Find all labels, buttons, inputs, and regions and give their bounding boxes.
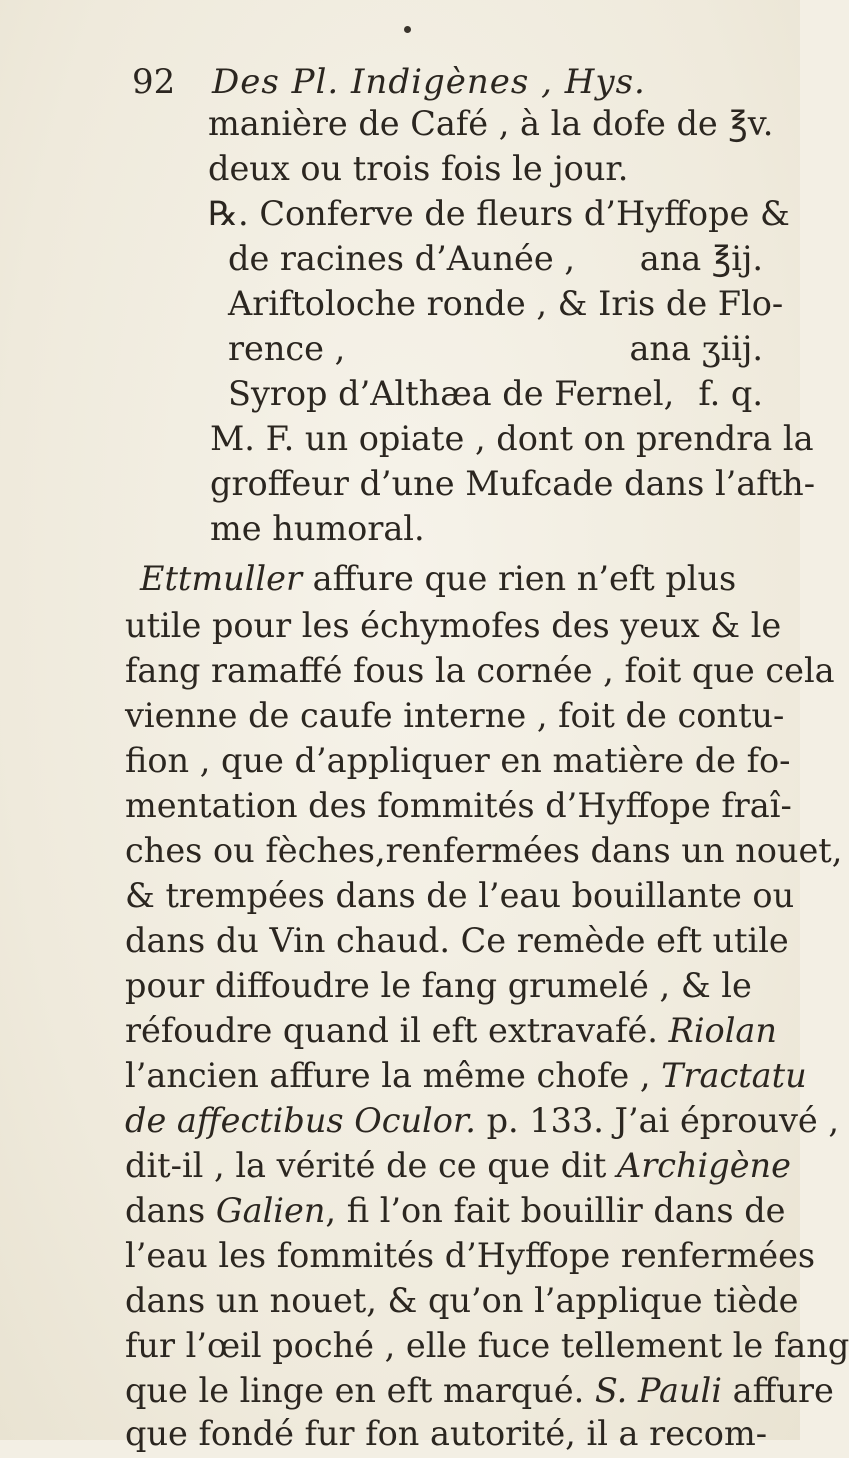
text-line: fang ramaffé fous la cornée , foit que cela: [125, 651, 835, 690]
text-line: que fondé fur fon autorité, il a recom-: [125, 1414, 768, 1453]
text-line: Ariftoloche ronde , & Iris de Flo-: [228, 284, 784, 323]
text-line: que le linge en eft marqué. S. Pauli affure: [125, 1371, 834, 1410]
amount-sq: f. q.: [698, 374, 763, 413]
text-line: mentation des fommités d’Hyffope fraî-: [125, 786, 792, 825]
text-line: dit-il , la vérité de ce que dit Archigène: [125, 1146, 791, 1185]
text-line: ches ou fèches,renfermées dans un nouet,: [125, 831, 843, 870]
text-line: & trempées dans de l’eau bouillante ou: [125, 876, 795, 915]
text-line: groffeur d’une Mufcade dans l’afth-: [210, 464, 816, 503]
text-line: fion , que d’appliquer en matière de fo-: [125, 741, 791, 780]
amount-ana-2: ana ℥ij.: [639, 239, 763, 278]
text-line: rence , ana ʒiij.: [228, 325, 763, 373]
text-line: M. F. un opiate , dont on prendra la: [210, 419, 814, 458]
text-line: Syrop d’Althæa de Fernel, f. q.: [228, 370, 763, 418]
text-line: de affectibus Oculor. p. 133. J’ai éprouvé ,: [125, 1101, 840, 1140]
text-line: ℞. Conferve de fleurs d’Hyffope &: [208, 194, 790, 233]
text-line: réfoudre quand il eft extravafé. Riolan: [125, 1011, 777, 1050]
text-line: dans un nouet, & qu’on l’applique tiède: [125, 1281, 799, 1320]
text-line: dans du Vin chaud. Ce remède eft utile: [125, 921, 789, 960]
running-header: [132, 60, 772, 104]
ink-dot: [404, 26, 411, 33]
text-line: fur l’œil poché , elle fuce tellement le fang: [125, 1326, 849, 1365]
text-line: manière de Café , à la dofe de ℥v.: [208, 104, 774, 143]
text-line: deux ou trois fois le jour.: [208, 149, 629, 188]
text-line: me humoral.: [210, 509, 425, 548]
text-line: dans Galien, fi l’on fait bouillir dans de: [125, 1191, 786, 1230]
text-line: pour diffoudre le fang grumelé , & le: [125, 966, 752, 1005]
running-title: Des Pl. Indigènes , Hys.: [212, 62, 646, 102]
text-line: utile pour les échymofes des yeux & le: [125, 606, 782, 645]
text-line: de racines d’Aunée , ana ℥ij.: [228, 235, 763, 283]
page-number: 92: [132, 62, 176, 102]
text-line: l’ancien affure la même chofe , Tractatu: [125, 1056, 807, 1095]
text-line: l’eau les fommités d’Hyffope renfermées: [125, 1236, 816, 1275]
text-line: vienne de caufe interne , foit de contu-: [125, 696, 785, 735]
text-line: Ettmuller affure que rien n’eft plus: [140, 559, 737, 598]
amount-ana-3: ana ʒiij.: [629, 329, 763, 368]
